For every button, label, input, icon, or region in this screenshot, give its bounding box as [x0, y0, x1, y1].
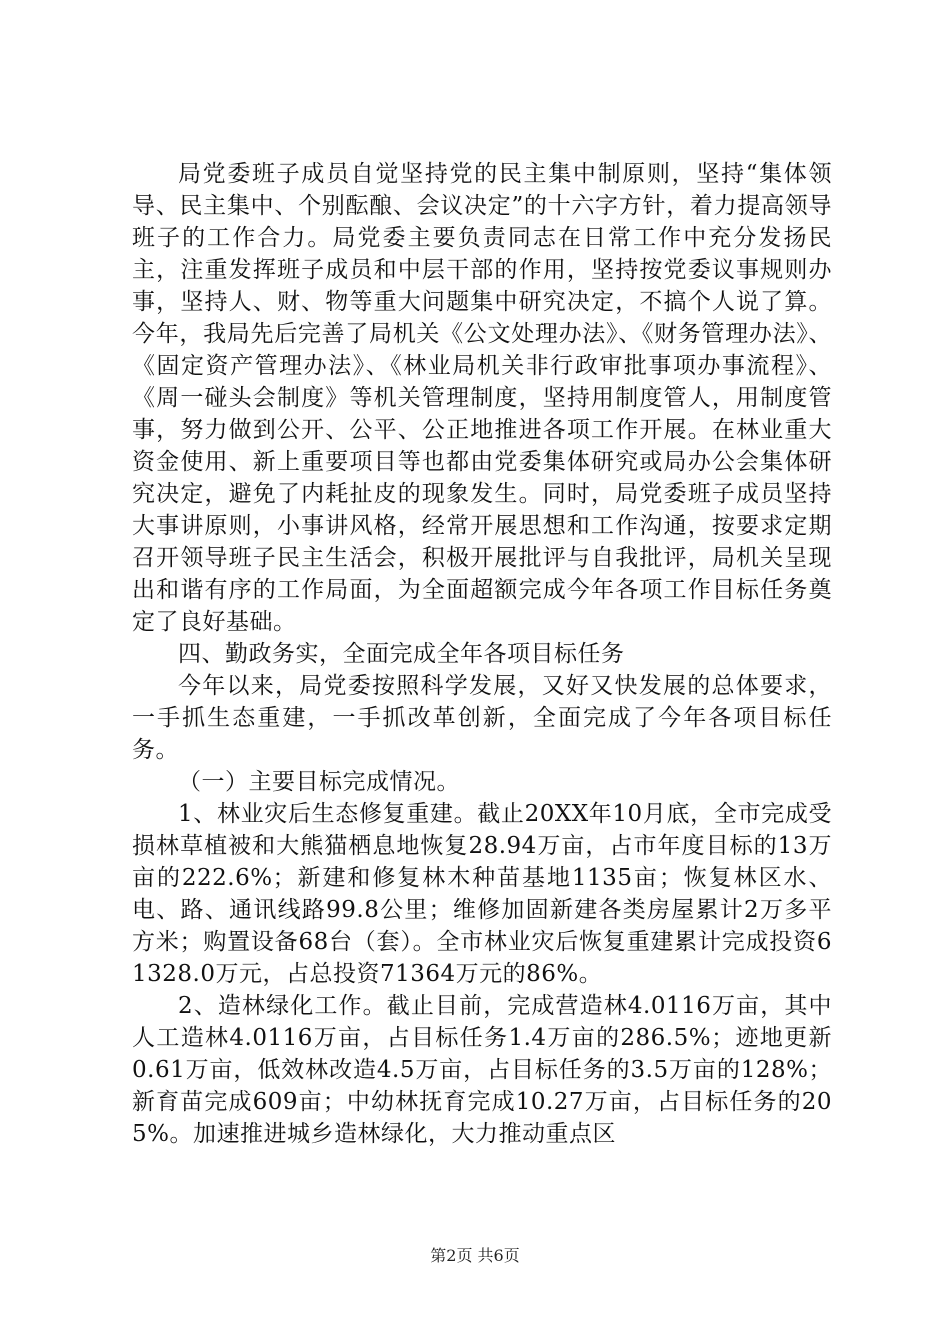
subsection-heading-main-targets: （一）主要目标完成情况。	[178, 769, 460, 795]
document-body	[132, 158, 832, 1150]
paragraph-party-committee-principles: 局党委班子成员自觉坚持党的民主集中制原则，坚持“集体领导、民主集中、个别酝酿、会议决定”的十六字方针，着力提高领导班子的工作合力。局党委主要负责同志在日常工作中充分发扬民主，注重发挥班子成员和中层干部的作用，坚持按党委议事规则办事，坚持人、财、物等重大问题集中研究决定，不搞个人说了算。今年，我局先后完善了局机关《公文处理办法》、《财务管理办法》、《固定资产管理办法》、《林业局机关非行政审批事项办事流程》、《周一碰头会制度》等机关管理制度，坚持用制度管人，用制度管事，努力做到公开、公平、公正地推进各项工作开展。在林业重大资金使用、新上重要项目等也都由党委集体研究或局办公会集体研究决定，避免了内耗扯皮的现象发生。同时，局党委班子成员坚持大事讲原则，小事讲风格，经常开展思想和工作沟通，按要求定期召开领导班子民主生活会，积极开展批评与自我批评，局机关呈现出和谐有序的工作局面，为全面超额完成今年各项工作目标任务奠定了良好基础。	[132, 161, 832, 635]
paragraph-annual-overview: 今年以来，局党委按照科学发展，又好又快发展的总体要求，一手抓生态重建，一手抓改革创新，全面完成了今年各项目标任务。	[132, 673, 832, 763]
page-footer: 第2页 共6页	[430, 1246, 520, 1265]
paragraph-afforestation: 2、造林绿化工作。截止目前，完成营造林4.0116万亩，其中人工造林4.0116万亩，占目标任务1.4万亩的286.5%；迹地更新0.61万亩，低效林改造4.5万亩，占目标任务的3.5万亩的128%；新育苗完成609亩；中幼林抚育完成10.27万亩，占目标任务的205%。加速推进城乡造林绿化，大力推动重点区	[132, 993, 832, 1147]
paragraph-ecological-reconstruction: 1、林业灾后生态修复重建。截止20XX年10月底，全市完成受损林草植被和大熊猫栖息地恢复28.94万亩，占市年度目标的13万亩的222.6%；新建和修复林木种苗基地1135亩；恢复林区水、电、路、通讯线路99.8公里；维修加固新建各类房屋累计2万多平方米；购置设备68台（套）。全市林业灾后恢复重建累计完成投资61328.0万元，占总投资71364万元的86%。	[132, 801, 832, 987]
section-heading-four: 四、勤政务实，全面完成全年各项目标任务	[178, 641, 625, 667]
